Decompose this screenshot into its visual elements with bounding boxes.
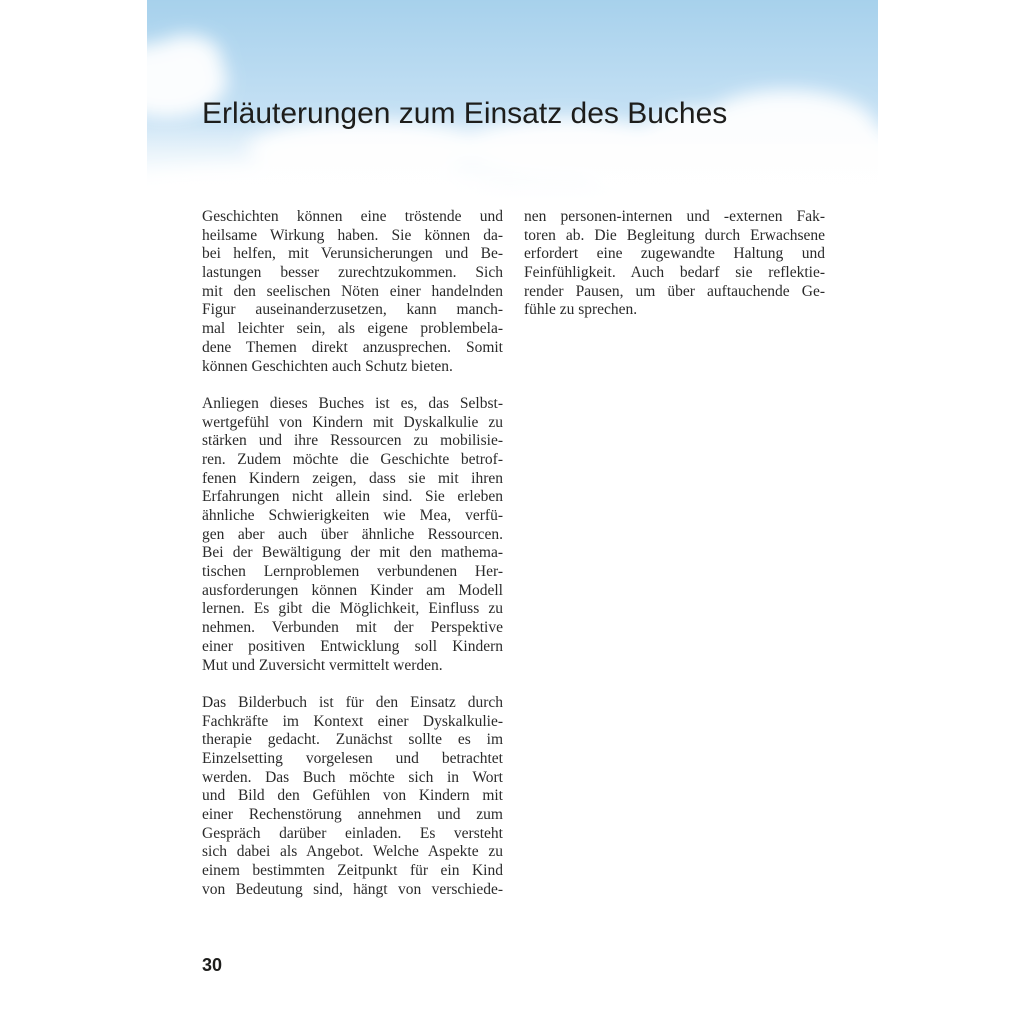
text-line: einem bestimmten Zeitpunkt für ein Kind	[202, 862, 503, 880]
text-line: bei helfen, mit Verunsicherungen und Be-	[202, 245, 503, 263]
text-line: wertgefühl von Kindern mit Dyskalkulie zu	[202, 413, 503, 431]
text-line: und Bild den Gefühlen von Kindern mit	[202, 787, 503, 805]
text-line: Gespräch darüber einladen. Es versteht	[202, 824, 503, 842]
text-line: einer Rechenstörung annehmen und zum	[202, 806, 503, 823]
text-line: Anliegen dieses Buches ist es, das Selbst-	[202, 394, 503, 412]
text-line: lastungen besser zurechtzukommen. Sich	[202, 264, 503, 282]
text-line: lernen. Es gibt die Möglichkeit, Einfluss zu	[202, 600, 503, 618]
text-line: Feinfühligkeit. Auch bedarf sie reflektie-	[524, 264, 825, 282]
text-line: heilsame Wirkung haben. Sie können da-	[202, 226, 503, 244]
text-line: nen personen-internen und -externen Fak-	[524, 208, 825, 225]
text-line: sich dabei als Angebot. Welche Aspekte zu	[202, 843, 503, 861]
text-column-left	[202, 208, 503, 899]
text-line: ren. Zudem möchte die Geschichte betrof-	[202, 450, 503, 468]
text-line: Erfahrungen nicht allein sind. Sie erleben	[202, 488, 503, 506]
text-line: können Geschichten auch Schutz bieten.	[202, 357, 453, 375]
text-column-right	[524, 208, 825, 320]
text-line: fühle zu sprechen.	[524, 301, 638, 319]
paragraph-gap	[202, 675, 503, 694]
text-line: toren ab. Die Begleitung durch Erwachsene	[524, 226, 825, 244]
text-line: Bei der Bewältigung der mit den mathema-	[202, 544, 503, 562]
text-line: tischen Lernproblemen verbundenen Her-	[202, 563, 503, 581]
text-line: Geschichten können eine tröstende und	[202, 208, 503, 225]
text-line: Mut und Zuversicht vermittelt werden.	[202, 656, 443, 674]
text-line: Einzelsetting vorgelesen und betrachtet	[202, 749, 503, 767]
text-line: Fachkräfte im Kontext einer Dyskalkulie-	[202, 712, 503, 730]
text-line: ausforderungen können Kinder am Modell	[202, 581, 503, 599]
text-line: therapie gedacht. Zunächst sollte es im	[202, 731, 503, 749]
text-line: stärken und ihre Ressourcen zu mobilisie-	[202, 432, 503, 450]
text-line: fenen Kindern zeigen, dass sie mit ihren	[202, 469, 503, 487]
paragraph-gap	[202, 376, 503, 395]
text-line: erfordert eine zugewandte Haltung und	[524, 245, 825, 263]
text-line: nehmen. Verbunden mit der Perspektive	[202, 619, 503, 637]
text-line: render Pausen, um über auftauchende Ge-	[524, 282, 825, 300]
text-line: gen aber auch über ähnliche Ressourcen.	[202, 525, 503, 543]
text-line: mit den seelischen Nöten einer handelnden	[202, 282, 503, 300]
text-line: werden. Das Buch möchte sich in Wort	[202, 768, 503, 786]
text-line: Das Bilderbuch ist für den Einsatz durch	[202, 693, 503, 711]
page-heading: Erläuterungen zum Einsatz des Buches	[202, 97, 728, 130]
text-line: dene Themen direkt anzusprechen. Somit	[202, 338, 503, 356]
text-line: Figur auseinanderzusetzen, kann manch-	[202, 301, 503, 319]
text-line: von Bedeutung sind, hängt von verschiede-	[202, 880, 503, 898]
book-page	[147, 0, 878, 1024]
text-line: einer positiven Entwicklung soll Kindern	[202, 637, 503, 655]
page-number: 30	[202, 955, 223, 975]
text-line: mal leichter sein, als eigene problembela-	[202, 320, 503, 338]
text-line: ähnliche Schwierigkeiten wie Mea, verfü-	[202, 507, 503, 524]
